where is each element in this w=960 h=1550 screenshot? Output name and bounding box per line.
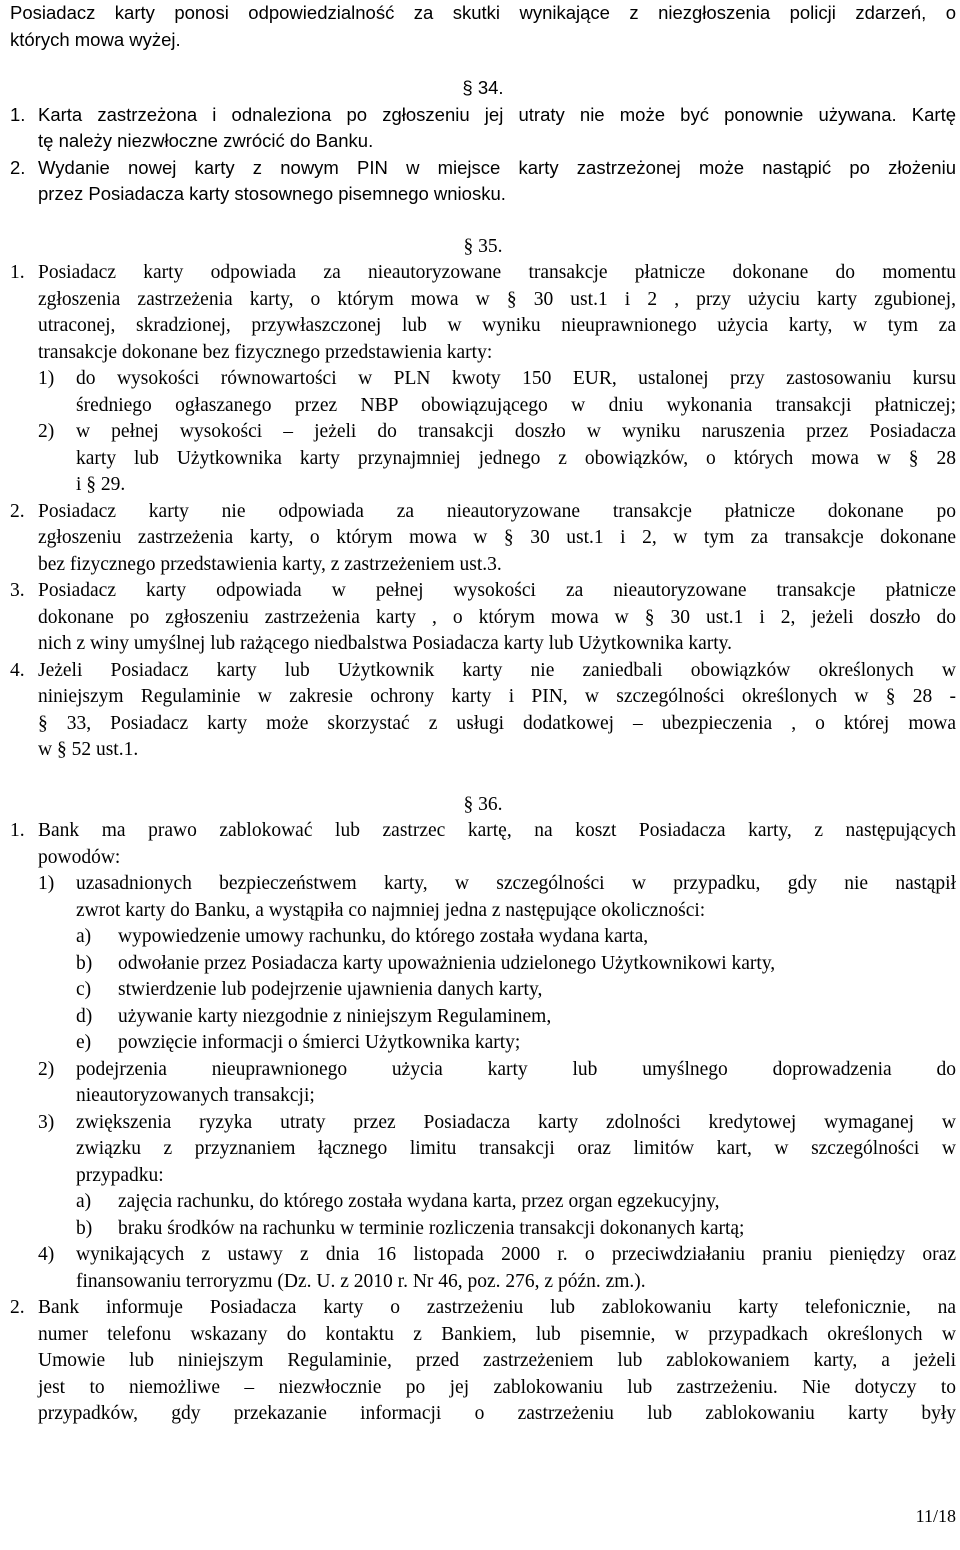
letter-label: c): [76, 979, 92, 1000]
sub-item: [10, 871, 956, 898]
sub-number: 1): [38, 368, 55, 389]
sub-text: średniego ogłaszanego przez NBP obowiązującego w dniu wykonania transakcji płatniczej;: [76, 394, 956, 416]
intro-paragraph: [10, 0, 956, 53]
item-text: Jeżeli Posiadacz karty lub Użytkownik karty nie zaniedbali obowiązków określonych w: [38, 659, 956, 681]
list-item: [10, 155, 956, 182]
item-text: Bank informuje Posiadacza karty o zastrzeżeniu lub zablokowaniu karty telefonicznie, na: [38, 1297, 956, 1318]
letter-text: używanie karty niezgodnie z niniejszym Regulaminem,: [118, 1005, 552, 1027]
item-text: bez fizycznego przedstawienia karty, z zastrzeżeniem ust.3.: [38, 553, 502, 575]
item-text: w § 52 ust.1.: [38, 739, 139, 760]
sub-text: nieautoryzowanych transakcji;: [76, 1085, 315, 1106]
sub-number: 1): [38, 873, 55, 894]
item-text: dokonane po zgłoszeniu zastrzeżenia karty , o którym mowa w § 30 ust.1 i 2, jeżeli doszło do: [38, 606, 956, 628]
letter-label: b): [76, 952, 93, 974]
section-34: [10, 102, 956, 208]
sub-text: karty lub Użytkownika karty przynajmniej jednego z obowiązków, o których mowa w § 28: [76, 447, 956, 469]
letter-item: [10, 951, 956, 978]
section-number: 34.: [477, 77, 504, 98]
sub-text: uzasadnionych bezpieczeństwem karty, w szczególności w przypadku, gdy nie nastąpił: [76, 873, 956, 894]
list-item: [10, 818, 956, 845]
letter-label: b): [76, 1217, 93, 1239]
letter-item: [10, 1004, 956, 1031]
item-text: tę należy niezwłoczne zwrócić do Banku.: [38, 130, 374, 151]
item-text: zgłoszenia zastrzeżenia karty, o którym mowa w § 30 ust.1 i 2 , przy użyciu karty zgubionej,: [38, 288, 956, 310]
letter-text: braku środków na rachunku w terminie rozliczenia transakcji dokonanych kartą;: [118, 1217, 745, 1239]
sub-text: i § 29.: [76, 474, 126, 495]
item-text: powodów:: [38, 846, 121, 868]
text-line: których mowa wyżej.: [10, 28, 181, 50]
item-text: jest to niemożliwe – niezwłocznie po jej zablokowaniu lub zastrzeżeniu. Nie dotyczy to: [38, 1376, 956, 1398]
letter-item: [10, 977, 956, 1004]
letter-text: powzięcie informacji o śmierci Użytkownika karty;: [118, 1032, 521, 1053]
item-text: Wydanie nowej karty z nowym PIN w miejsce karty zastrzeżonej może nastąpić po złożeniu: [38, 156, 956, 178]
list-item: [10, 578, 956, 605]
item-text: przez Posiadacza karty stosownego pisemnego wniosku.: [38, 183, 506, 204]
section-heading: § 35.: [463, 235, 503, 257]
letter-text: stwierdzenie lub podejrzenie ujawnienia danych karty,: [118, 979, 543, 1000]
list-item: [10, 1295, 956, 1322]
item-text: przypadków, gdy przekazanie informacji o zastrzeżeniu lub zablokowaniu karty były: [38, 1403, 956, 1424]
list-item: [10, 102, 956, 129]
section-heading: § 34.: [462, 77, 504, 98]
letter-item: [10, 924, 956, 951]
item-text: § 33, Posiadacz karty może skorzystać z usługi dodatkowej – ubezpieczenia , o której mowa: [38, 712, 956, 734]
list-item: [10, 260, 956, 287]
sub-number: 4): [38, 1244, 55, 1265]
letter-label: e): [76, 1032, 92, 1053]
sub-number: 2): [38, 1058, 55, 1080]
sub-item: [10, 366, 956, 393]
letter-item: [10, 1189, 956, 1216]
sub-text: związku z przyznaniem łącznego limitu transakcji oraz limitów kart, w szczególności w: [76, 1138, 956, 1159]
letter-label: d): [76, 1005, 93, 1027]
item-text: Posiadacz karty nie odpowiada za nieautoryzowane transakcje płatnicze dokonane po: [38, 500, 956, 522]
item-number: 1.: [10, 820, 25, 841]
sub-text: zwrot karty do Banku, a wystąpiła co najmniej jedna z następujące okoliczności:: [76, 899, 706, 921]
section-number: 36.: [478, 793, 503, 815]
page-number: 11/18: [915, 1506, 956, 1526]
letter-text: zajęcia rachunku, do którego została wydana karta, przez organ egzekucyjny,: [118, 1191, 720, 1212]
item-text: Posiadacz karty odpowiada za nieautoryzowane transakcje płatnicze dokonane do momentu: [38, 262, 956, 283]
sub-item: [10, 419, 956, 446]
item-text: Karta zastrzeżona i odnaleziona po zgłoszeniu jej utraty nie może być ponownie używana. Kartę: [38, 103, 956, 125]
item-text: utraconej, skradzionej, przywłaszczonej lub w wyniku nieuprawnionego użycia karty, w tym za: [38, 315, 956, 336]
item-number: 3.: [10, 580, 25, 601]
section-35: [10, 260, 956, 764]
item-text: transakcje dokonane bez fizycznego przedstawienia karty:: [38, 341, 493, 363]
sub-item: [10, 1057, 956, 1084]
sub-text: finansowaniu terroryzmu (Dz. U. z 2010 r. Nr 46, poz. 276, z późn. zm.).: [76, 1270, 646, 1292]
item-text: Umowie lub niniejszym Regulaminie, przed zastrzeżeniem lub zablokowaniem karty, a jeżeli: [38, 1350, 956, 1371]
letter-text: odwołanie przez Posiadacza karty upoważnienia udzielonego Użytkownikowi karty,: [118, 952, 776, 974]
item-number: 4.: [10, 659, 25, 681]
item-number: 1.: [10, 103, 26, 125]
item-text: Posiadacz karty odpowiada w pełnej wysokości za nieautoryzowane transakcje płatnicze: [38, 580, 956, 601]
sub-text: wynikających z ustawy z dnia 16 listopada 2000 r. o przeciwdziałaniu praniu pieniędzy oraz: [76, 1244, 956, 1265]
item-number: 2.: [10, 500, 25, 522]
sub-text: zwiększenia ryzyka utraty przez Posiadacza karty zdolności kredytowej wymaganej w: [76, 1111, 956, 1133]
document-page: [10, 0, 956, 1428]
item-text: numer telefonu wskazany do kontaktu z Bankiem, lub pisemnie, w przypadkach określonych w: [38, 1323, 956, 1345]
item-text: niniejszym Regulaminie w zakresie ochrony karty i PIN, w szczególności określonych w § 28 -: [38, 686, 956, 707]
letter-item: [10, 1030, 956, 1057]
sub-text: w pełnej wysokości – jeżeli do transakcji doszło w wyniku naruszenia przez Posiadacza: [76, 421, 956, 442]
item-number: 2.: [10, 156, 26, 178]
sub-text: przypadku:: [76, 1164, 164, 1186]
letter-label: a): [76, 1191, 92, 1212]
sub-text: podejrzenia nieuprawnionego użycia karty lub umyślnego doprowadzenia do: [76, 1058, 956, 1080]
section-number: 35.: [478, 235, 503, 257]
item-number: 1.: [10, 262, 25, 283]
letter-label: a): [76, 926, 92, 947]
item-text: Bank ma prawo zablokować lub zastrzec kartę, na koszt Posiadacza karty, z następujących: [38, 820, 956, 841]
list-item: [10, 658, 956, 685]
letter-text: wypowiedzenie umowy rachunku, do którego została wydana karta,: [118, 926, 649, 947]
item-text: nich z winy umyślnej lub rażącego niedbalstwa Posiadacza karty lub Użytkownika karty.: [38, 633, 733, 654]
list-item: [10, 499, 956, 526]
section-36: [10, 818, 956, 1428]
sub-number: 2): [38, 421, 55, 442]
item-text: zgłoszeniu zastrzeżenia karty, o którym mowa w § 30 ust.1 i 2, w tym za transakcje dokonane: [38, 527, 956, 548]
item-number: 2.: [10, 1297, 25, 1318]
text-line: Posiadacz karty ponosi odpowiedzialność za skutki wynikające z niezgłoszenia policji zdarzeń, o: [10, 2, 956, 23]
sub-text: do wysokości równowartości w PLN kwoty 150 EUR, ustalonej przy zastosowaniu kursu: [76, 368, 956, 389]
letter-item: [10, 1216, 956, 1243]
section-heading: § 36.: [463, 793, 503, 815]
sub-item: [10, 1110, 956, 1137]
sub-number: 3): [38, 1111, 55, 1133]
sub-item: [10, 1242, 956, 1269]
